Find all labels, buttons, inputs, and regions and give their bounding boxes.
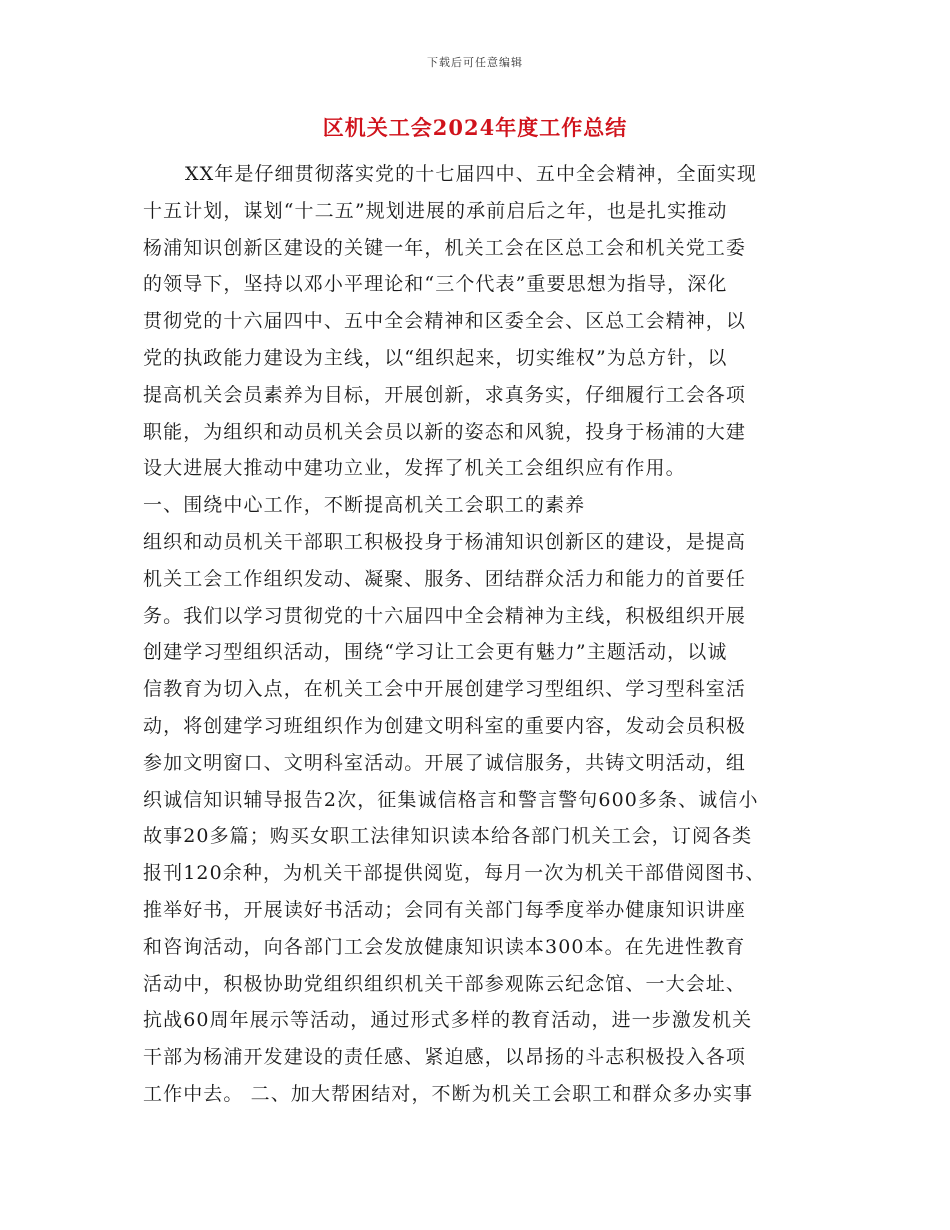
document-body — [143, 156, 808, 1113]
text-line: 活动中，积极协助党组织组织机关干部参观陈云纪念馆、一大会址、 — [143, 972, 747, 995]
text-line: 参加文明窗口、文明科室活动。开展了诚信服务，共铸文明活动，组 — [143, 751, 747, 774]
text-line: 推举好书，开展读好书活动；会同有关部门每季度举办健康知识讲座 — [143, 898, 747, 921]
section-heading: 一、围绕中心工作，不断提高机关工会职工的素养 — [143, 494, 586, 517]
text-line: 务。我们以学习贯彻党的十六届四中全会精神为主线，积极组织开展 — [143, 604, 747, 627]
text-line: 创建学习型组织活动，围绕“学习让工会更有魅力”主题活动，以诚 — [143, 641, 728, 664]
text-line: 故事20多篇；购买女职工法律知识读本给各部门机关工会，订阅各类 — [143, 825, 753, 848]
text-line: 杨浦知识创新区建设的关键一年，机关工会在区总工会和机关党工委 — [143, 236, 747, 259]
text-line: 信教育为切入点，在机关工会中开展创建学习型组织、学习型科室活 — [143, 678, 747, 701]
text-line: 抗战60周年展示等活动，通过形式多样的教育活动，进一步激发机关 — [143, 1009, 753, 1032]
text-line: 十五计划，谋划“十二五”规划进展的承前启后之年，也是扎实推动 — [143, 199, 728, 222]
text-line: 的领导下，坚持以邓小平理论和“三个代表”重要思想为指导，深化 — [143, 273, 728, 296]
text-line: 组织和动员机关干部职工积极投身于杨浦知识创新区的建设，是提高 — [143, 530, 747, 553]
text-line: 党的执政能力建设为主线，以“组织起来，切实维权”为总方针，以 — [143, 346, 728, 369]
text-line: 职能，为组织和动员机关会员以新的姿态和风貌，投身于杨浦的大建 — [143, 420, 747, 443]
text-line: 机关工会工作组织发动、凝聚、服务、团结群众活力和能力的首要任 — [143, 567, 747, 590]
text-line: 织诚信知识辅导报告2次，征集诚信格言和警言警句600多条、诚信小 — [143, 788, 759, 811]
text-line: XX年是仔细贯彻落实党的十七届四中、五中全会精神，全面实现 — [185, 163, 757, 185]
text-line: 和咨询活动，向各部门工会发放健康知识读本300本。在先进性教育 — [143, 935, 746, 958]
text-line: 干部为杨浦开发建设的责任感、紧迫感，以昂扬的斗志积极投入各项 — [143, 1046, 747, 1069]
text-line: 提高机关会员素养为目标，开展创新，求真务实，仔细履行工会各项 — [143, 383, 747, 406]
text-line: 工作中去。 二、加大帮困结对，不断为机关工会职工和群众多办实事 — [143, 1082, 754, 1105]
header-note: 下载后可任意编辑 — [427, 56, 523, 69]
document-title: 区机关工会2024年度工作总结 — [322, 115, 628, 140]
text-line: 设大进展大推动中建功立业，发挥了机关工会组织应有作用。 — [143, 457, 686, 480]
text-line: 动，将创建学习班组织作为创建文明科室的重要内容，发动会员积极 — [143, 714, 747, 737]
text-line: 贯彻党的十六届四中、五中全会精神和区委全会、区总工会精神，以 — [143, 310, 747, 333]
text-line: 报刊120余种，为机关干部提供阅览，每月一次为机关干部借阅图书、 — [143, 862, 766, 885]
